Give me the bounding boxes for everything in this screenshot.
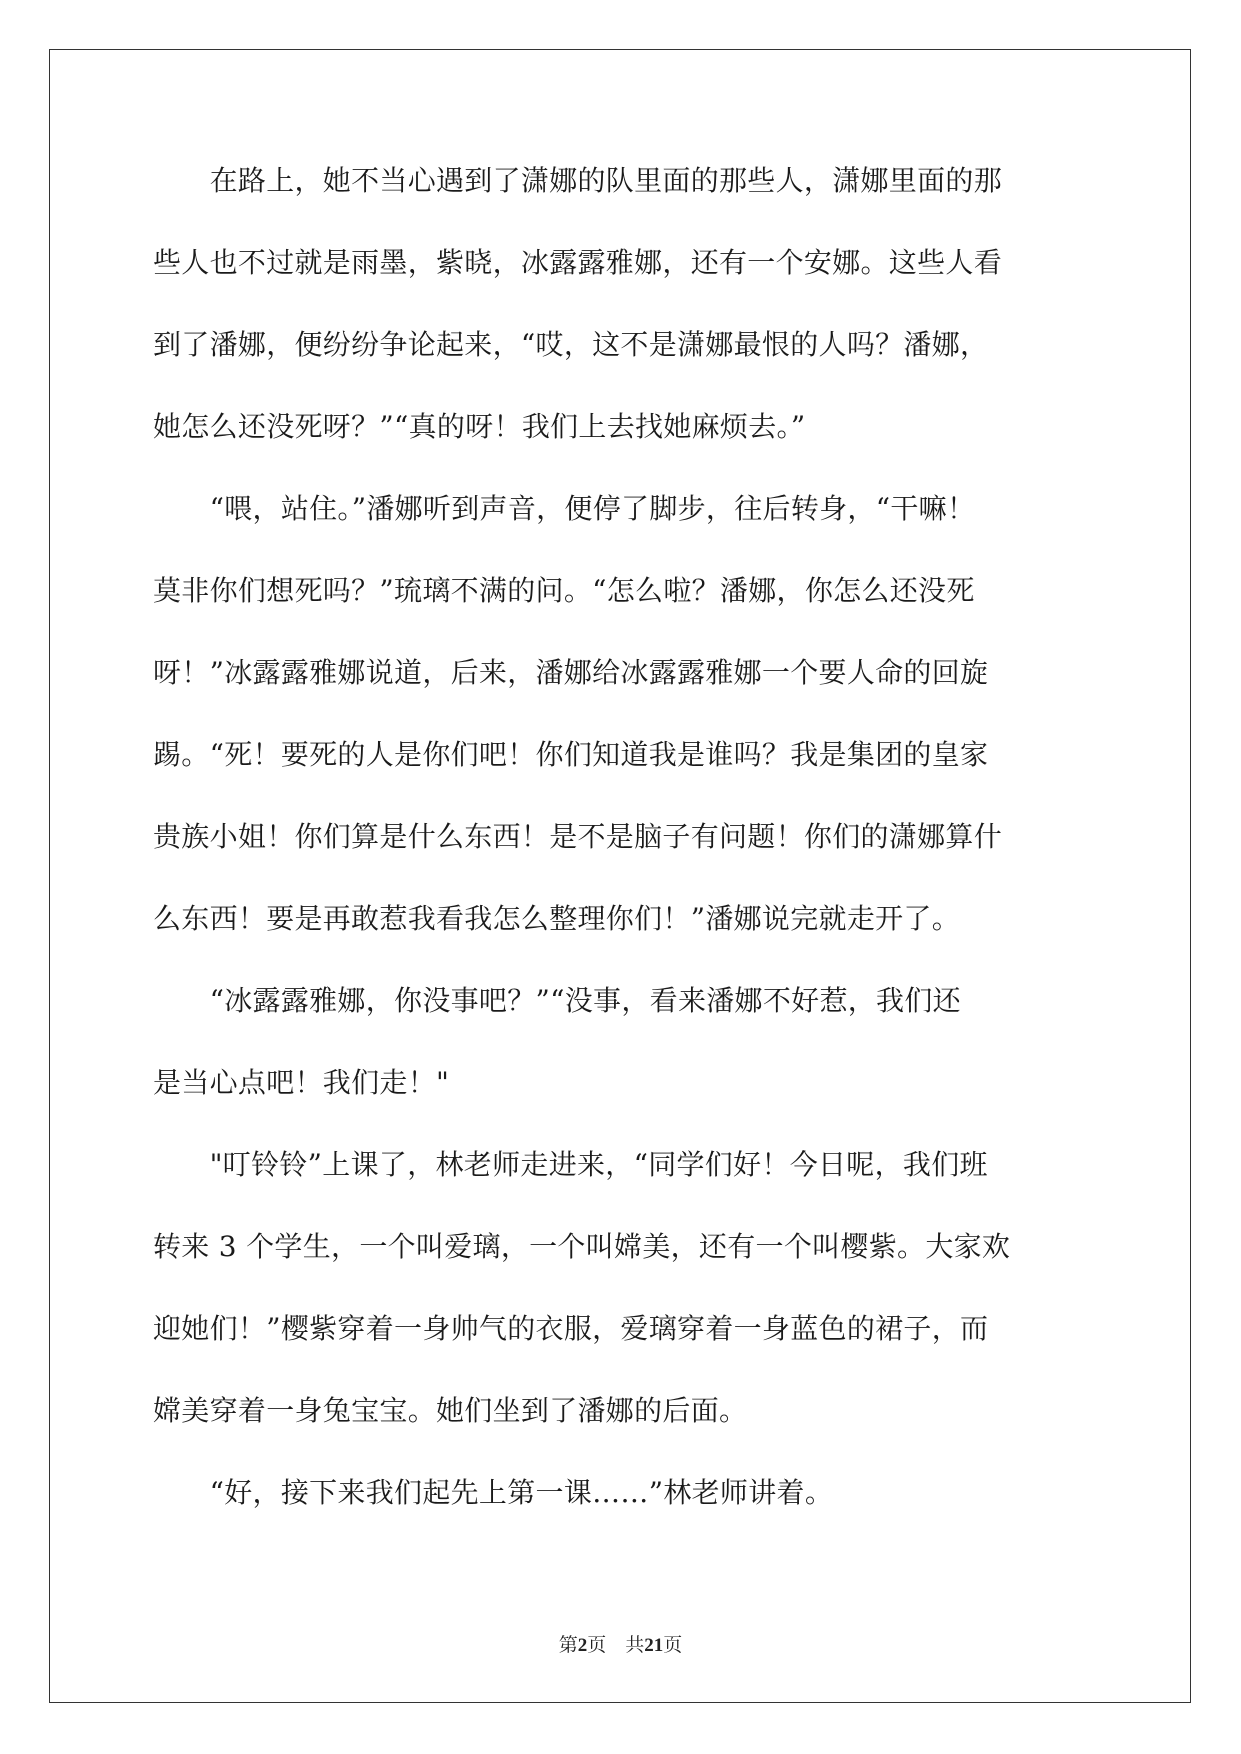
text-line: 转来 3 个学生，一个叫爱璃，一个叫嫦美，还有一个叫樱紫。大家欢 [153, 1230, 1011, 1263]
footer-middle: 页 共 [587, 1635, 645, 1656]
text-line: 到了潘娜，便纷纷争论起来，“哎，这不是潇娜最恨的人吗？潘娜， [153, 328, 989, 361]
text-line: 她怎么还没死呀？”“真的呀！我们上去找她麻烦去。” [153, 410, 806, 443]
text-line: “好，接下来我们起先上第一课……”林老师讲着。 [153, 1476, 834, 1509]
text-line: 踢。“死！要死的人是你们吧！你们知道我是谁吗？我是集团的皇家 [153, 738, 989, 771]
text-line: 是当心点吧！我们走！" [153, 1066, 450, 1099]
text-line: 些人也不过就是雨墨，紫晓，冰露露雅娜，还有一个安娜。这些人看 [153, 246, 1003, 279]
text-line: “冰露露雅娜，你没事吧？”“没事，看来潘娜不好惹，我们还 [153, 984, 961, 1017]
total-pages-number: 21 [644, 1635, 664, 1656]
text-line: "叮铃铃”上课了，林老师走进来，“同学们好！今日呢，我们班 [153, 1148, 988, 1181]
text-line: 莫非你们想死吗？”琉璃不满的问。“怎么啦？潘娜，你怎么还没死 [153, 574, 975, 607]
page-footer [0, 1630, 1241, 1657]
text-line: 嫦美穿着一身兔宝宝。她们坐到了潘娜的后面。 [153, 1394, 748, 1427]
text-line: 呀！”冰露露雅娜说道，后来，潘娜给冰露露雅娜一个要人命的回旋 [153, 656, 989, 689]
current-page-number: 2 [577, 1635, 588, 1656]
text-line: “喂，站住。”潘娜听到声音，便停了脚步，往后转身，“干嘛！ [153, 492, 976, 525]
text-line: 贵族小姐！你们算是什么东西！是不是脑子有问题！你们的潇娜算什 [153, 820, 1003, 853]
text-line: 么东西！要是再敢惹我看我怎么整理你们！”潘娜说完就走开了。 [153, 902, 961, 935]
document-body [153, 163, 1093, 1557]
text-line: 迎她们！”樱紫穿着一身帅气的衣服，爱璃穿着一身蓝色的裙子，而 [153, 1312, 989, 1345]
footer-prefix: 第 [558, 1635, 578, 1656]
footer-suffix: 页 [663, 1635, 683, 1656]
text-line: 在路上，她不当心遇到了潇娜的队里面的那些人，潇娜里面的那 [153, 164, 1003, 197]
